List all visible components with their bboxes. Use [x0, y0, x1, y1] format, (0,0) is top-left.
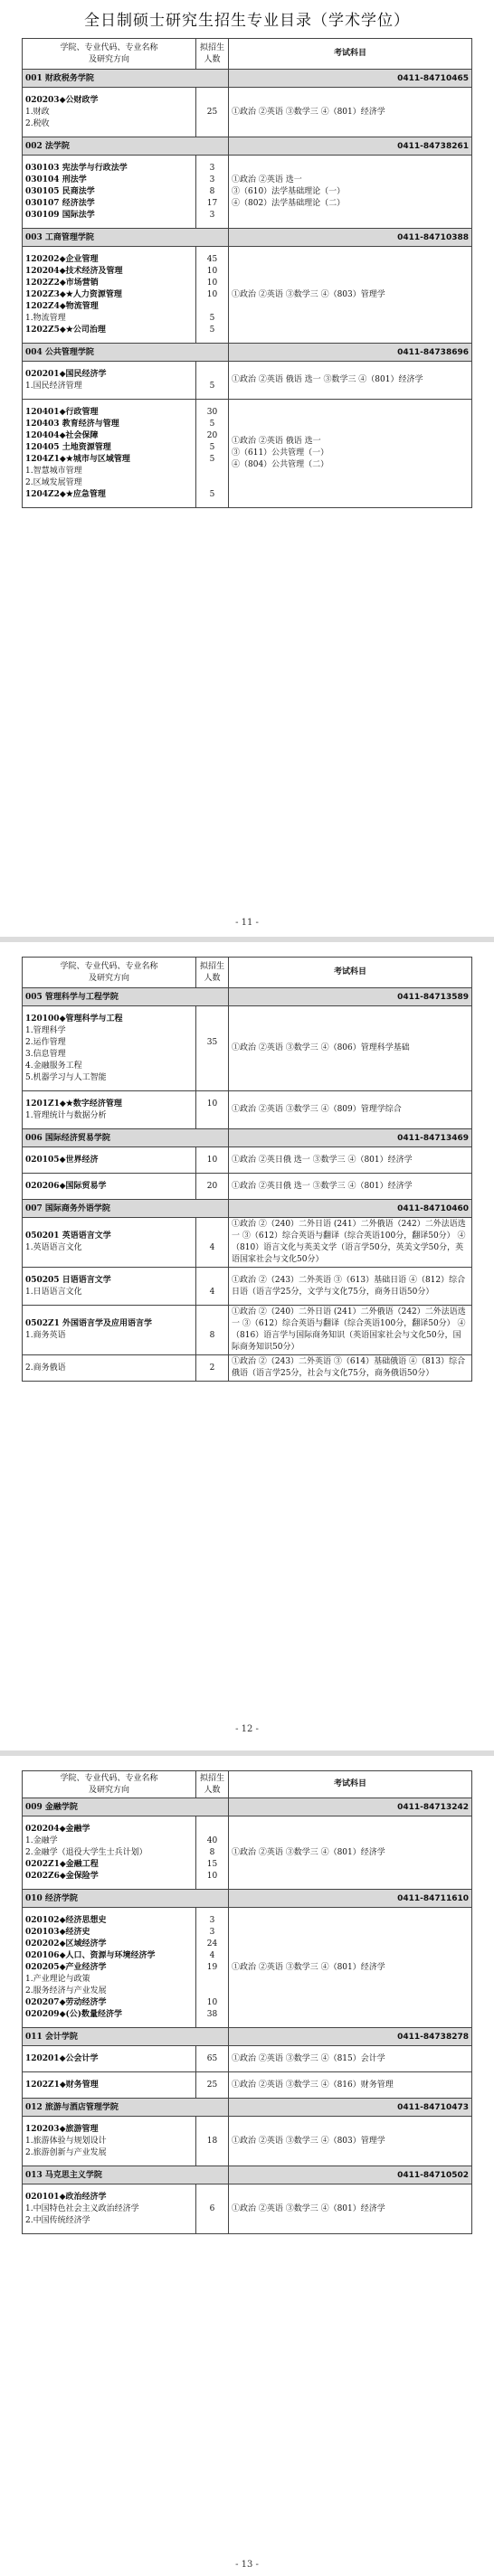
- quota-count: 30: [206, 407, 218, 417]
- table-header: [23, 39, 472, 70]
- major-name: 1202Z5◆★公司治理: [25, 325, 106, 335]
- quota-count: 8: [209, 186, 215, 196]
- quota-count: [199, 1824, 225, 1835]
- quota-count: 10: [206, 1155, 218, 1165]
- major-name: 020201◆国民经济学: [25, 369, 107, 379]
- exam-subjects: [229, 2072, 472, 2099]
- college-row: [23, 344, 472, 362]
- header-line: 及研究方向: [88, 973, 129, 983]
- exam-line: ①政治 ②（240）二外日语 (241）二外俄语（242）二外法语选一 ③（612）综合英语与翻译（综合英语100分，翻译50分） ④（810）语言文化与英美文学（语言学50分，英美文学50分，英语国家社会与文化50分）: [232, 1220, 466, 1264]
- major-list: [23, 1816, 196, 1890]
- quota-count: [199, 369, 225, 381]
- major-name: 020206◆国际贸易学: [25, 1181, 107, 1191]
- research-direction: 2.中国传统经济学: [25, 2215, 90, 2225]
- exam-subjects: [229, 247, 472, 344]
- research-direction: 1.中国特色社会主义政治经济学: [25, 2203, 139, 2213]
- college-name: 013 马克思主义学院: [23, 2166, 229, 2184]
- quota-count: 8: [209, 1847, 215, 1857]
- college-name: 002 法学院: [23, 137, 229, 156]
- college-phone: 0411-84738261: [229, 137, 472, 156]
- college-row: [23, 1890, 472, 1908]
- college-phone: 0411-84710388: [229, 229, 472, 247]
- college-row: [23, 1129, 472, 1147]
- quota-count: 18: [206, 2136, 218, 2146]
- quota-list: [196, 2046, 229, 2072]
- major-list: [23, 2117, 196, 2166]
- exam-subjects: [229, 1147, 472, 1174]
- quota-count: 19: [206, 1962, 218, 1972]
- research-direction: 1.物流管理: [25, 313, 66, 323]
- major-group-row: [23, 400, 472, 508]
- catalog-table: [22, 1770, 472, 2234]
- quota-count: [199, 301, 225, 313]
- exam-subjects: [229, 2184, 472, 2234]
- college-name: 007 国际商务外语学院: [23, 1200, 229, 1218]
- quota-count: 25: [206, 2080, 218, 2090]
- major-name: 050205 日语语言文学: [25, 1275, 111, 1285]
- header-line: 学院、专业代码、专业名称: [60, 1773, 158, 1783]
- major-group-row: [23, 1147, 472, 1174]
- exam-line: ①政治 ②英语 俄语 选一 ③数学三 ④（801）经济学: [232, 375, 423, 384]
- college-phone: 0411-84710465: [229, 70, 472, 88]
- research-direction: 2.旅游创新与产业发展: [25, 2147, 107, 2157]
- college-phone: 0411-84710502: [229, 2166, 472, 2184]
- research-direction: 4.金融服务工程: [25, 1061, 82, 1071]
- exam-subjects: [229, 156, 472, 229]
- major-name: 020209◆(公)数量经济学: [25, 2009, 123, 2019]
- quota-count: [199, 95, 225, 107]
- major-group-row: [23, 1174, 472, 1200]
- major-name: 0202Z1◆金融工程: [25, 1859, 99, 1869]
- quota-count: 5: [209, 454, 215, 464]
- major-group-row: [23, 156, 472, 229]
- major-name: 030104 刑法学: [25, 175, 87, 184]
- college-name: 012 旅游与酒店管理学院: [23, 2099, 229, 2117]
- major-name: 0202Z6◆金保险学: [25, 1871, 99, 1881]
- major-name: 120401◆行政管理: [25, 407, 99, 417]
- major-list: [23, 1218, 196, 1268]
- exam-line: ③（611）公共管理（一）: [232, 448, 329, 458]
- exam-line: ①政治 ②英语 ③数学三 ④（801）经济学: [232, 1962, 385, 1972]
- header-line: 拟招生: [199, 1773, 224, 1783]
- major-name: 020105◆世界经济: [25, 1155, 99, 1165]
- major-name: 030107 经济法学: [25, 198, 95, 208]
- major-list: [23, 1355, 196, 1382]
- major-name: 050201 英语语言文学: [25, 1231, 111, 1241]
- major-name: 120203◆旅游管理: [25, 2124, 99, 2134]
- major-name: 020102◆经济思想史: [25, 1915, 107, 1925]
- college-phone: 0411-84738278: [229, 2028, 472, 2046]
- quota-count: 10: [206, 278, 218, 288]
- quota-count: [199, 2124, 225, 2136]
- research-direction: 1.管理统计与数据分析: [25, 1110, 107, 1120]
- major-name: 020207◆劳动经济学: [25, 1997, 107, 2007]
- quota-list: [196, 1006, 229, 1091]
- header-line: 人数: [204, 54, 221, 64]
- major-group-row: [23, 1355, 472, 1382]
- research-direction: 1.财政: [25, 107, 50, 117]
- major-name: 1202Z1◆财务管理: [25, 2080, 99, 2090]
- college-row: [23, 1200, 472, 1218]
- college-row: [23, 229, 472, 247]
- major-list: [23, 1174, 196, 1200]
- exam-line: ①政治 ②英日俄 选一 ③数学三 ④（801）经济学: [232, 1155, 413, 1165]
- quota-count: 3: [209, 1915, 215, 1925]
- major-name: 1202Z3◆★人力资源管理: [25, 289, 122, 299]
- major-list: [23, 1091, 196, 1129]
- quota-list: [196, 1355, 229, 1382]
- major-group-row: [23, 1218, 472, 1268]
- research-direction: 2.税收: [25, 118, 50, 128]
- quota-count: [199, 2192, 225, 2203]
- quota-list: [196, 1091, 229, 1129]
- major-list: [23, 247, 196, 344]
- page-separator: [0, 1750, 494, 1756]
- exam-line: ①政治 ②英语 ③数学三 ④（803）管理学: [232, 289, 385, 299]
- exam-line: ①政治 ②英语 ③数学三 ④（816）财务管理: [232, 2080, 394, 2090]
- research-direction: 1.智慧城市管理: [25, 466, 82, 476]
- major-name: 020205◆产业经济学: [25, 1962, 107, 1972]
- college-phone: 0411-84713242: [229, 1798, 472, 1816]
- exam-line: ①政治 ②英语 ③数学三 ④（801）经济学: [232, 2203, 385, 2213]
- research-direction: 1.旅游体验与规划设计: [25, 2136, 107, 2146]
- quota-count: 25: [206, 107, 218, 117]
- major-name: 1204Z2◆★应急管理: [25, 489, 106, 499]
- major-name: 0502Z1 外国语言学及应用语言学: [25, 1319, 153, 1328]
- catalog-table: [22, 38, 472, 508]
- major-name: 020204◆金融学: [25, 1824, 90, 1834]
- quota-count: [199, 1049, 225, 1061]
- quota-count: 15: [206, 1859, 218, 1869]
- major-list: [23, 2072, 196, 2099]
- major-group-row: [23, 362, 472, 400]
- research-direction: 2.服务经济与产业发展: [25, 1986, 107, 1996]
- major-name: 020203◆公财政学: [25, 95, 99, 105]
- major-name: 120201◆公会计学: [25, 2053, 99, 2063]
- catalog-table: [22, 957, 472, 1382]
- major-group-row: [23, 88, 472, 137]
- header-exam-subjects: [229, 1771, 472, 1798]
- exam-line: ④（802）法学基础理论（二）: [232, 198, 346, 208]
- page-number: - 13 -: [235, 2560, 259, 2570]
- college-row: [23, 2166, 472, 2184]
- major-name: 020103◆经济史: [25, 1927, 90, 1937]
- quota-count: [199, 2147, 225, 2159]
- header-line: 考试科目: [333, 49, 366, 58]
- exam-subjects: [229, 2117, 472, 2166]
- college-name: 005 管理科学与工程学院: [23, 988, 229, 1006]
- quota-list: [196, 400, 229, 508]
- college-row: [23, 2099, 472, 2117]
- exam-line: ①政治 ②英语 ③数学三 ④（801）经济学: [232, 1847, 385, 1857]
- quota-count: [199, 1072, 225, 1084]
- page-separator: [0, 937, 494, 942]
- college-phone: 0411-84710460: [229, 1200, 472, 1218]
- quota-count: 10: [206, 266, 218, 276]
- quota-count: 38: [206, 2009, 218, 2019]
- header-college-major: [23, 39, 196, 70]
- exam-subjects: [229, 88, 472, 137]
- quota-count: 3: [209, 163, 215, 173]
- major-name: 120204◆技术经济及管理: [25, 266, 123, 276]
- college-name: 006 国际经济贸易学院: [23, 1129, 229, 1147]
- quota-count: [199, 1974, 225, 1986]
- table-header: [23, 1771, 472, 1798]
- quota-count: [199, 1014, 225, 1025]
- major-list: [23, 2046, 196, 2072]
- quota-count: 10: [206, 289, 218, 299]
- quota-count: 24: [206, 1939, 218, 1949]
- major-list: [23, 2184, 196, 2234]
- research-direction: 1.日语语言文化: [25, 1287, 82, 1297]
- quota-count: 3: [209, 1927, 215, 1937]
- college-phone: 0411-84738696: [229, 344, 472, 362]
- quota-count: 5: [209, 489, 215, 499]
- quota-list: [196, 362, 229, 400]
- quota-count: 3: [209, 175, 215, 184]
- quota-list: [196, 2072, 229, 2099]
- header-quota: [196, 1771, 229, 1798]
- quota-count: 8: [209, 1331, 215, 1340]
- quota-count: 4: [209, 1287, 215, 1297]
- exam-line: ①政治 ②英语 ③数学三 ④（803）管理学: [232, 2136, 385, 2146]
- header-line: 学院、专业代码、专业名称: [60, 961, 158, 971]
- major-list: [23, 1147, 196, 1174]
- major-group-row: [23, 1908, 472, 2028]
- quota-count: [199, 118, 225, 130]
- quota-count: 6: [209, 2203, 215, 2213]
- major-group-row: [23, 2184, 472, 2234]
- exam-subjects: [229, 1816, 472, 1890]
- header-line: 及研究方向: [88, 1785, 129, 1795]
- quota-count: 3: [209, 210, 215, 220]
- quota-list: [196, 247, 229, 344]
- quota-count: [199, 2215, 225, 2227]
- header-quota: [196, 958, 229, 988]
- exam-subjects: [229, 1091, 472, 1129]
- quota-count: 4: [209, 1243, 215, 1252]
- exam-subjects: [229, 1006, 472, 1091]
- major-name: 020101◆政治经济学: [25, 2192, 107, 2202]
- quota-count: [199, 1025, 225, 1037]
- header-quota: [196, 39, 229, 70]
- quota-list: [196, 156, 229, 229]
- quota-count: [199, 1986, 225, 1997]
- research-direction: 1.国民经济管理: [25, 381, 82, 391]
- quota-count: [199, 1318, 225, 1330]
- exam-line: ①政治 ②（243）二外英语 ③（613）基础日语 ④（812）综合日语（语言学25分，文学与文化75分，商务日语50分）: [232, 1275, 466, 1297]
- college-row: [23, 988, 472, 1006]
- quota-list: [196, 2117, 229, 2166]
- quota-count: 35: [206, 1037, 218, 1047]
- header-line: 及研究方向: [88, 54, 129, 64]
- exam-line: ①政治 ②英日俄 选一 ③数学三 ④（801）经济学: [232, 1181, 413, 1191]
- quota-count: 2: [209, 1363, 215, 1373]
- header-line: 人数: [204, 973, 221, 983]
- major-name: 020202◆区域经济学: [25, 1939, 107, 1949]
- exam-subjects: [229, 1268, 472, 1306]
- quota-count: 17: [206, 198, 218, 208]
- header-line: 考试科目: [333, 1779, 366, 1788]
- quota-count: [199, 1231, 225, 1242]
- major-name: 1202Z4◆物流管理: [25, 301, 99, 311]
- exam-subjects: [229, 1306, 472, 1355]
- research-direction: 2.商务俄语: [25, 1363, 66, 1373]
- major-name: 120100◆管理科学与工程: [25, 1014, 123, 1024]
- page-number: - 12 -: [235, 1724, 259, 1734]
- research-direction: 1.商务英语: [25, 1331, 66, 1340]
- header-line: 考试科目: [333, 967, 366, 977]
- quota-list: [196, 1268, 229, 1306]
- college-name: 010 经济学院: [23, 1890, 229, 1908]
- exam-line: ①政治 ②（243）二外英语 ③（614）基础俄语 ④（813）综合俄语（语言学25分，社会与文化75分，商务俄语50分）: [232, 1357, 466, 1378]
- major-group-row: [23, 2072, 472, 2099]
- major-list: [23, 400, 196, 508]
- major-name: 1202Z2◆市场营销: [25, 278, 99, 288]
- exam-line: ①政治 ②英语 选一: [232, 175, 302, 184]
- exam-line: ①政治 ②英语 俄语 选一: [232, 437, 321, 446]
- header-college-major: [23, 958, 196, 988]
- major-name: 120404◆社会保障: [25, 430, 99, 440]
- quota-count: [199, 466, 225, 477]
- quota-count: [199, 1275, 225, 1287]
- major-group-row: [23, 2117, 472, 2166]
- quota-list: [196, 1816, 229, 1890]
- exam-line: ①政治 ②英语 ③数学三 ④（806）管理科学基础: [232, 1043, 410, 1052]
- exam-subjects: [229, 2046, 472, 2072]
- quota-count: [199, 477, 225, 489]
- college-name: 009 金融学院: [23, 1798, 229, 1816]
- quota-count: 10: [206, 1099, 218, 1109]
- header-line: 拟招生: [199, 42, 224, 52]
- major-group-row: [23, 1091, 472, 1129]
- quota-count: 5: [209, 313, 215, 323]
- header-exam-subjects: [229, 958, 472, 988]
- major-group-row: [23, 1006, 472, 1091]
- exam-line: ④（804）公共管理（二）: [232, 460, 329, 469]
- quota-count: 45: [206, 254, 218, 264]
- major-list: [23, 88, 196, 137]
- exam-line: ①政治 ②英语 ③数学三 ④（809）管理学综合: [232, 1105, 402, 1114]
- header-line: 人数: [204, 1785, 221, 1795]
- major-group-row: [23, 1816, 472, 1890]
- exam-subjects: [229, 1174, 472, 1200]
- research-direction: 5.机器学习与人工智能: [25, 1072, 107, 1082]
- quota-count: [199, 1061, 225, 1072]
- research-direction: 2.运作管理: [25, 1037, 66, 1047]
- exam-subjects: [229, 1218, 472, 1268]
- major-list: [23, 1908, 196, 2028]
- quota-list: [196, 88, 229, 137]
- major-list: [23, 1006, 196, 1091]
- college-row: [23, 137, 472, 156]
- header-exam-subjects: [229, 39, 472, 70]
- exam-line: ①政治 ②英语 ③数学三 ④（815）会计学: [232, 2053, 385, 2063]
- table-header: [23, 958, 472, 988]
- college-phone: 0411-84710473: [229, 2099, 472, 2117]
- college-row: [23, 70, 472, 88]
- quota-count: 20: [206, 430, 218, 440]
- college-phone: 0411-84711610: [229, 1890, 472, 1908]
- exam-line: ③（610）法学基础理论（一）: [232, 186, 346, 196]
- quota-count: 5: [209, 381, 215, 391]
- header-line: 学院、专业代码、专业名称: [60, 42, 158, 52]
- major-name: 030109 国际法学: [25, 210, 95, 220]
- major-name: 120405 土地资源管理: [25, 442, 111, 452]
- major-name: 1201Z1◆★数字经济管理: [25, 1099, 122, 1109]
- quota-count: 5: [209, 419, 215, 429]
- research-direction: 1.管理科学: [25, 1025, 66, 1035]
- major-name: 030105 民商法学: [25, 186, 95, 196]
- page-title: 全日制硕士研究生招生专业目录（学术学位）: [84, 12, 410, 30]
- major-name: 030103 宪法学与行政法学: [25, 163, 128, 173]
- page-number: - 11 -: [235, 918, 259, 928]
- header-line: 拟招生: [199, 961, 224, 971]
- exam-subjects: [229, 1355, 472, 1382]
- major-list: [23, 362, 196, 400]
- college-name: 011 会计学院: [23, 2028, 229, 2046]
- quota-list: [196, 1174, 229, 1200]
- major-list: [23, 156, 196, 229]
- quota-count: 65: [206, 2053, 218, 2063]
- major-name: 120403 教育经济与管理: [25, 419, 119, 429]
- college-row: [23, 2028, 472, 2046]
- major-list: [23, 1268, 196, 1306]
- major-name: 1204Z1◆★城市与区域管理: [25, 454, 130, 464]
- college-row: [23, 1798, 472, 1816]
- major-group-row: [23, 2046, 472, 2072]
- research-direction: 1.产业理论与政策: [25, 1974, 90, 1984]
- exam-line: ①政治 ②（240）二外日语 (241）二外俄语（242）二外法语选一 ③（612）综合英语与翻译（综合英语100分，翻译50分） ④（816）语言学与国际商务知识（英语国家社会与文化50分，国际商务知识50分）: [232, 1307, 466, 1352]
- major-name: 020106◆人口、资源与环境经济学: [25, 1950, 156, 1960]
- quota-count: 10: [206, 1997, 218, 2007]
- research-direction: 3.信息管理: [25, 1049, 66, 1059]
- exam-subjects: [229, 362, 472, 400]
- research-direction: 1.英语语言文化: [25, 1243, 82, 1252]
- header-college-major: [23, 1771, 196, 1798]
- research-direction: 1.金融学: [25, 1835, 58, 1845]
- quota-count: 5: [209, 325, 215, 335]
- major-group-row: [23, 247, 472, 344]
- exam-line: ①政治 ②英语 ③数学三 ④（801）经济学: [232, 107, 385, 117]
- major-name: 120202◆企业管理: [25, 254, 99, 264]
- quota-list: [196, 1147, 229, 1174]
- quota-list: [196, 1218, 229, 1268]
- research-direction: 2.金融学（退役大学生士兵计划）: [25, 1847, 147, 1857]
- major-group-row: [23, 1306, 472, 1355]
- college-name: 004 公共管理学院: [23, 344, 229, 362]
- exam-subjects: [229, 400, 472, 508]
- quota-count: 5: [209, 442, 215, 452]
- quota-count: 10: [206, 1871, 218, 1881]
- research-direction: 2.区域发展管理: [25, 477, 82, 487]
- quota-count: 20: [206, 1181, 218, 1191]
- major-list: [23, 1306, 196, 1355]
- college-phone: 0411-84713589: [229, 988, 472, 1006]
- quota-count: 4: [209, 1950, 215, 1960]
- quota-list: [196, 2184, 229, 2234]
- quota-count: 40: [206, 1835, 218, 1845]
- quota-count: [199, 1110, 225, 1122]
- quota-list: [196, 1306, 229, 1355]
- quota-list: [196, 1908, 229, 2028]
- college-name: 001 财政税务学院: [23, 70, 229, 88]
- college-name: 003 工商管理学院: [23, 229, 229, 247]
- major-group-row: [23, 1268, 472, 1306]
- exam-subjects: [229, 1908, 472, 2028]
- college-phone: 0411-84713469: [229, 1129, 472, 1147]
